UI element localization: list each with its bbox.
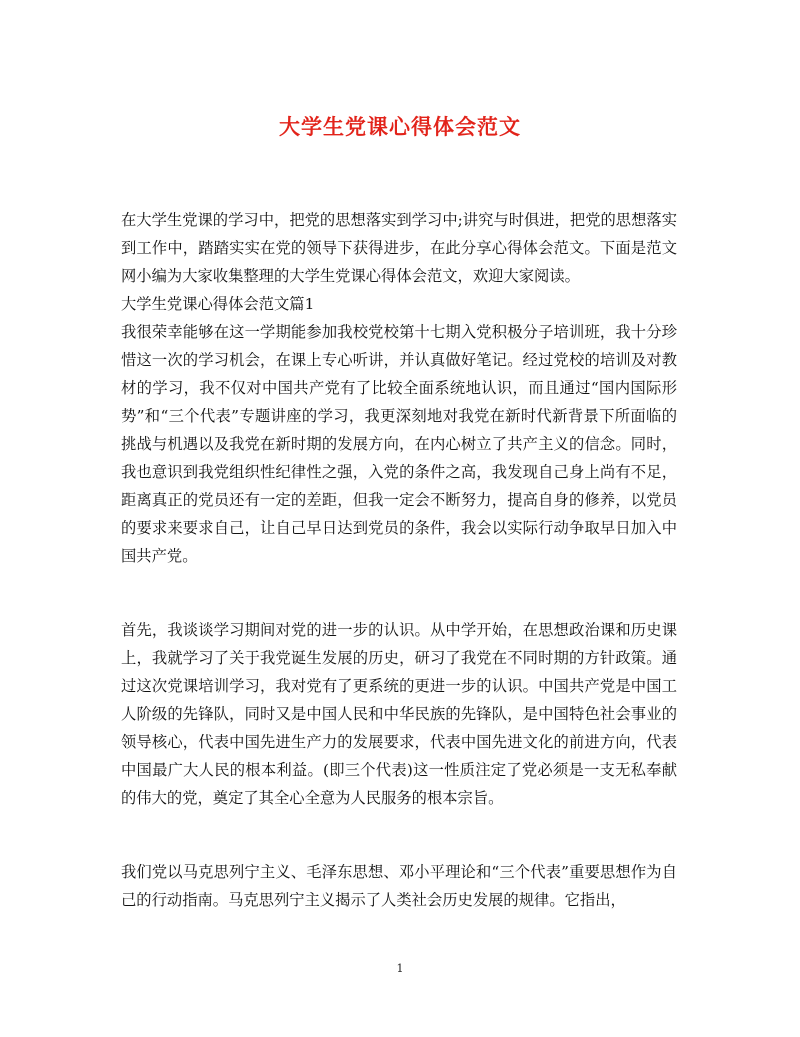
paragraph-gap (121, 570, 677, 616)
intro-paragraph: 在大学生党课的学习中，把党的思想落实到学习中;讲究与时俱进，把党的思想落实到工作中，踏踏实实在党的领导下获得进步，在此分享心得体会范文。下面是范文网小编为大家收集整理的大学生党课心得体会范文，欢迎大家阅读。 (121, 211, 677, 285)
body-paragraph-3: 我们党以马克思列宁主义、毛泽东思想、邓小平理论和“三个代表”重要思想作为自己的行动指南。马克思列宁主义揭示了人类社会历史发展的规律。它指出， (121, 863, 677, 909)
paragraph-gap (121, 812, 677, 858)
body-paragraph-1: 我很荣幸能够在这一学期能参加我校党校第十七期入党积极分子培训班，我十分珍惜这一次的学习机会，在课上专心听讲，并认真做好笔记。经过党校的培训及对教材的学习，我不仅对中国共产党有了比较全面系统地认识，而且通过“国内国际形势”和“三个代表”专题讲座的学习，我更深刻地对我党在新时代新背景下所面临的挑战与机遇以及我党在新时期的发展方向，在内心树立了共产主义的信念。同时，我也意识到我党组织性纪律性之强，入党的条件之高，我发现自己身上尚有不足，距离真正的党员还有一定的差距，但我一定会不断努力，提高自身的修养，以党员的要求来要求自己，让自己早日达到党员的条件，我会以实际行动争取早日加入中国共产党。 (121, 323, 677, 565)
body-paragraph-2: 首先，我谈谈学习期间对党的进一步的认识。从中学开始，在思想政治课和历史课上，我就学习了关于我党诞生发展的历史，研习了我党在不同时期的方针政策。通过这次党课培训学习，我对党有了更系统的更进一步的认识。中国共产党是中国工人阶级的先锋队，同时又是中国人民和中华民族的先锋队，是中国特色社会事业的领导核心，代表中国先进生产力的发展要求，代表中国先进文化的前进方向，代表中国最广大人民的根本利益。(即三个代表)这一性质注定了党必须是一支无私奉献的伟大的党，奠定了其全心全意为人民服务的根本宗旨。 (121, 621, 677, 807)
page-number: 1 (396, 962, 404, 975)
document-body (121, 206, 677, 914)
document-title: 大学生党课心得体会范文 (279, 114, 521, 139)
section-heading: 大学生党课心得体会范文篇1 (121, 295, 315, 313)
